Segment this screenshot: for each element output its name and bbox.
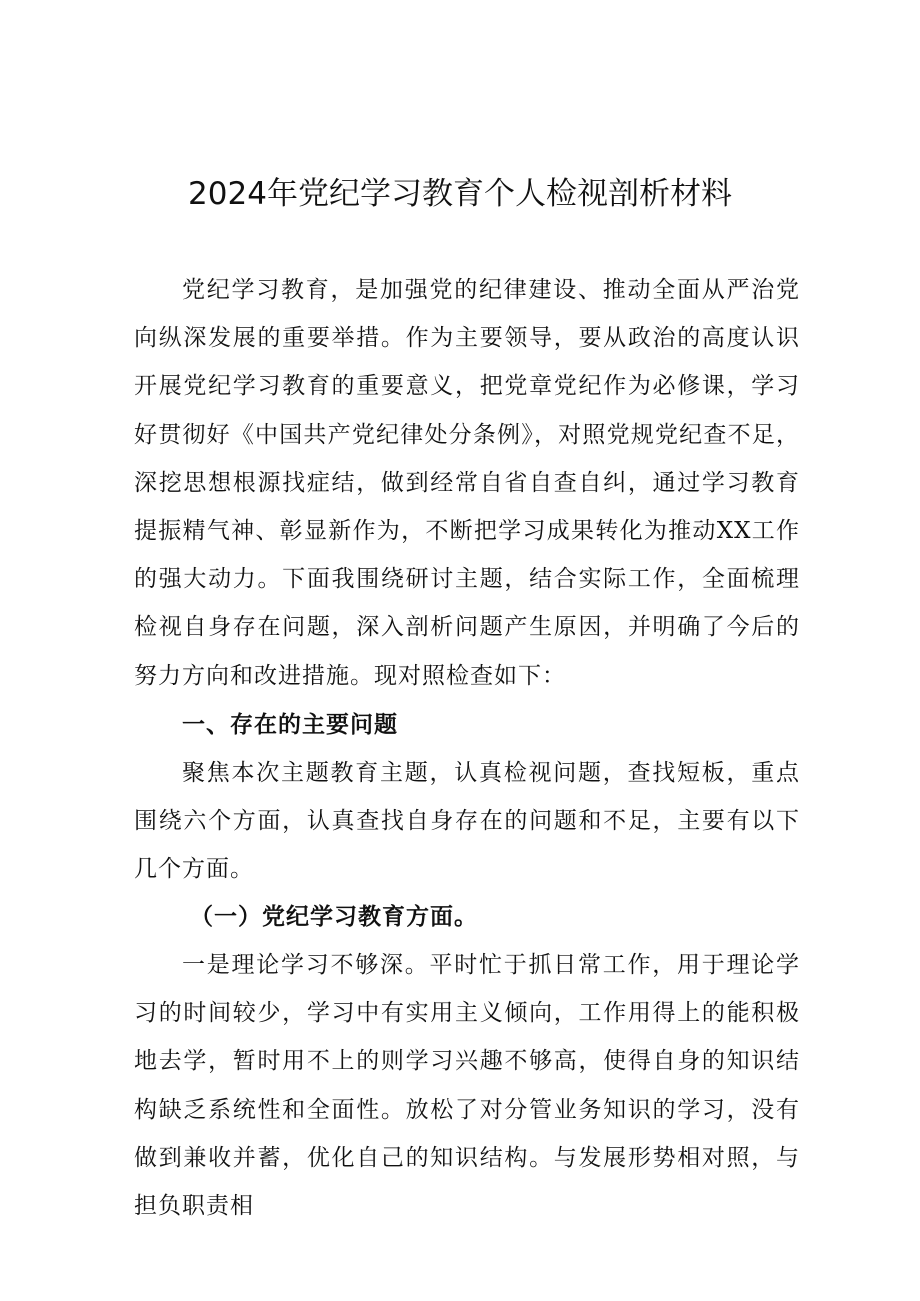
subsection-heading-party-discipline: （一）党纪学习教育方面。 (190, 903, 478, 930)
section-heading-problems: 一、存在的主要问题 (182, 712, 398, 738)
section-paragraph-problems: 聚焦本次主题教育主题，认真检视问题，查找短板，重点围绕六个方面，认真查找自身存在的问题和不足，主要有以下几个方面。 (134, 760, 800, 883)
intro-paragraph: 党纪学习教育，是加强党的纪律建设、推动全面从严治党向纵深发展的重要举措。作为主要领导，要从政治的高度认识开展党纪学习教育的重要意义，把党章党纪作为必修课，学习好贯彻好《中国共产党纪律处分条例》，对照党规党纪查不足，深挖思想根源找症结，做到经常自省自查自纠，通过学习教育提振精气神、彰显新作为，不断把学习成果转化为推动XX工作的强大动力。下面我围绕研讨主题，结合实际工作，全面梳理检视自身存在问题，深入剖析问题产生原因，并明确了今后的努力方向和改进措施。现对照检查如下： (134, 277, 800, 689)
subsection-paragraph-theory-study: 一是理论学习不够深。平时忙于抓日常工作，用于理论学习的时间较少，学习中有实用主义倾向，工作用得上的能积极地去学，暂时用不上的则学习兴趣不够高，使得自身的知识结构缺乏系统性和全面性。放松了对分管业务知识的学习，没有做到兼收并蓄，优化自己的知识结构。与发展形势相对照，与担负职责相 (134, 952, 800, 1220)
document-title: 2024年党纪学习教育个人检视剖析材料 (188, 176, 732, 212)
